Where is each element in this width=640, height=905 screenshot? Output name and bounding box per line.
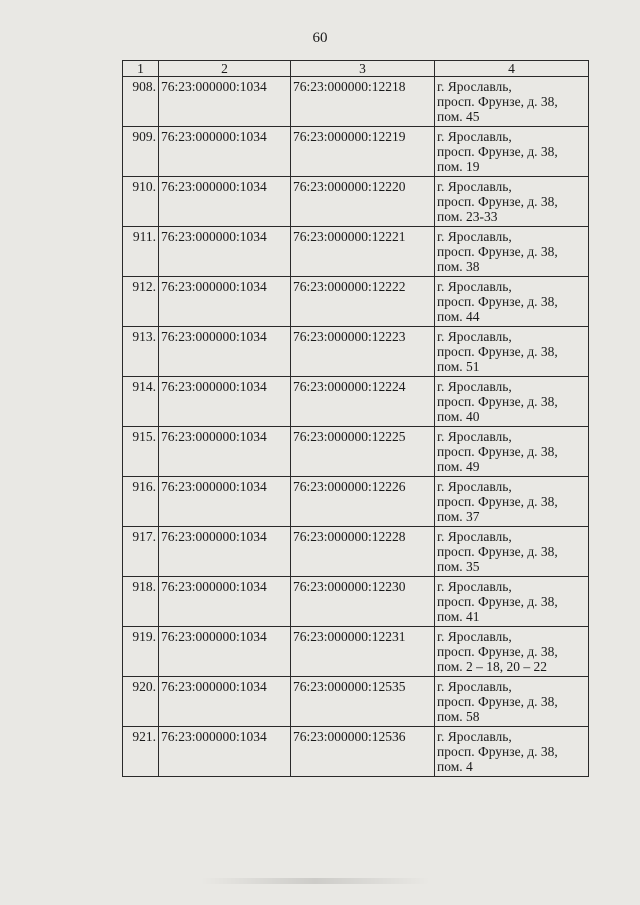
- table-row: [123, 227, 589, 277]
- address-line: пом. 49: [437, 459, 480, 474]
- premises-cadastral-number-cell: 76:23:000000:12219: [291, 127, 435, 177]
- address-line: просп. Фрунзе, д. 38,: [437, 744, 558, 759]
- address-line: пом. 35: [437, 559, 480, 574]
- table-row: [123, 677, 589, 727]
- cadastral-number-cell: 76:23:000000:1034: [159, 577, 291, 627]
- row-number-cell: 914.: [123, 377, 159, 427]
- address-line: пом. 38: [437, 259, 480, 274]
- table-row: [123, 627, 589, 677]
- table-body: [123, 77, 589, 777]
- table-header-row: [123, 61, 589, 77]
- row-number-cell: 918.: [123, 577, 159, 627]
- row-number-cell: 913.: [123, 327, 159, 377]
- premises-cadastral-number-cell: 76:23:000000:12231: [291, 627, 435, 677]
- address-line: просп. Фрунзе, д. 38,: [437, 244, 558, 259]
- premises-cadastral-number-cell: 76:23:000000:12226: [291, 477, 435, 527]
- column-header-4: 4: [435, 61, 589, 77]
- address-cell: [435, 577, 589, 627]
- address-line: г. Ярославль,: [437, 579, 512, 594]
- cadastral-number-cell: 76:23:000000:1034: [159, 77, 291, 127]
- address-cell: [435, 127, 589, 177]
- row-number-cell: 909.: [123, 127, 159, 177]
- cadastral-number-cell: 76:23:000000:1034: [159, 377, 291, 427]
- address-line: г. Ярославль,: [437, 279, 512, 294]
- address-line: просп. Фрунзе, д. 38,: [437, 294, 558, 309]
- cadastral-number-cell: 76:23:000000:1034: [159, 177, 291, 227]
- table-row: [123, 727, 589, 777]
- row-number-cell: 916.: [123, 477, 159, 527]
- address-line: г. Ярославль,: [437, 329, 512, 344]
- row-number-cell: 911.: [123, 227, 159, 277]
- address-line: пом. 51: [437, 359, 480, 374]
- address-line: просп. Фрунзе, д. 38,: [437, 344, 558, 359]
- row-number-cell: 917.: [123, 527, 159, 577]
- cadastral-number-cell: 76:23:000000:1034: [159, 427, 291, 477]
- table-row: [123, 77, 589, 127]
- address-line: пом. 4: [437, 759, 473, 774]
- page-number: 60: [312, 30, 328, 46]
- column-header-3: 3: [291, 61, 435, 77]
- premises-cadastral-number-cell: 76:23:000000:12222: [291, 277, 435, 327]
- address-line: просп. Фрунзе, д. 38,: [437, 394, 558, 409]
- address-line: г. Ярославль,: [437, 379, 512, 394]
- address-cell: [435, 277, 589, 327]
- address-line: г. Ярославль,: [437, 229, 512, 244]
- address-line: г. Ярославль,: [437, 529, 512, 544]
- address-line: просп. Фрунзе, д. 38,: [437, 594, 558, 609]
- row-number-cell: 920.: [123, 677, 159, 727]
- premises-cadastral-number-cell: 76:23:000000:12220: [291, 177, 435, 227]
- premises-cadastral-number-cell: 76:23:000000:12221: [291, 227, 435, 277]
- address-line: пом. 41: [437, 609, 480, 624]
- address-line: пом. 40: [437, 409, 480, 424]
- address-line: г. Ярославль,: [437, 729, 512, 744]
- table-row: [123, 377, 589, 427]
- address-line: пом. 44: [437, 309, 480, 324]
- row-number-cell: 921.: [123, 727, 159, 777]
- address-line: просп. Фрунзе, д. 38,: [437, 144, 558, 159]
- premises-cadastral-number-cell: 76:23:000000:12230: [291, 577, 435, 627]
- column-header-2: 2: [159, 61, 291, 77]
- premises-cadastral-number-cell: 76:23:000000:12536: [291, 727, 435, 777]
- table-row: [123, 327, 589, 377]
- address-line: г. Ярославль,: [437, 429, 512, 444]
- address-line: пом. 19: [437, 159, 480, 174]
- address-line: просп. Фрунзе, д. 38,: [437, 544, 558, 559]
- address-cell: [435, 77, 589, 127]
- address-cell: [435, 177, 589, 227]
- address-line: пом. 58: [437, 709, 480, 724]
- address-line: пом. 23-33: [437, 209, 498, 224]
- table-row: [123, 127, 589, 177]
- address-line: просп. Фрунзе, д. 38,: [437, 694, 558, 709]
- row-number-cell: 910.: [123, 177, 159, 227]
- cadastral-number-cell: 76:23:000000:1034: [159, 727, 291, 777]
- address-line: просп. Фрунзе, д. 38,: [437, 644, 558, 659]
- address-line: пом. 2 – 18, 20 – 22: [437, 659, 548, 674]
- address-line: г. Ярославль,: [437, 629, 512, 644]
- table-row: [123, 427, 589, 477]
- table-row: [123, 177, 589, 227]
- address-line: г. Ярославль,: [437, 179, 512, 194]
- address-line: просп. Фрунзе, д. 38,: [437, 194, 558, 209]
- address-line: просп. Фрунзе, д. 38,: [437, 494, 558, 509]
- address-cell: [435, 727, 589, 777]
- premises-cadastral-number-cell: 76:23:000000:12535: [291, 677, 435, 727]
- table-row: [123, 577, 589, 627]
- cadastral-table: [122, 60, 589, 777]
- cadastral-number-cell: 76:23:000000:1034: [159, 227, 291, 277]
- address-line: пом. 37: [437, 509, 480, 524]
- address-cell: [435, 327, 589, 377]
- address-cell: [435, 477, 589, 527]
- cadastral-number-cell: 76:23:000000:1034: [159, 677, 291, 727]
- premises-cadastral-number-cell: 76:23:000000:12225: [291, 427, 435, 477]
- address-cell: [435, 427, 589, 477]
- row-number-cell: 915.: [123, 427, 159, 477]
- address-cell: [435, 677, 589, 727]
- address-line: г. Ярославль,: [437, 679, 512, 694]
- row-number-cell: 919.: [123, 627, 159, 677]
- column-header-1: 1: [123, 61, 159, 77]
- premises-cadastral-number-cell: 76:23:000000:12224: [291, 377, 435, 427]
- address-line: пом. 45: [437, 109, 480, 124]
- premises-cadastral-number-cell: 76:23:000000:12228: [291, 527, 435, 577]
- address-line: просп. Фрунзе, д. 38,: [437, 94, 558, 109]
- address-line: г. Ярославль,: [437, 79, 512, 94]
- address-line: г. Ярославль,: [437, 479, 512, 494]
- address-cell: [435, 627, 589, 677]
- cadastral-number-cell: 76:23:000000:1034: [159, 477, 291, 527]
- address-cell: [435, 227, 589, 277]
- cadastral-number-cell: 76:23:000000:1034: [159, 127, 291, 177]
- scan-smudge: [200, 878, 430, 884]
- cadastral-number-cell: 76:23:000000:1034: [159, 277, 291, 327]
- table-row: [123, 477, 589, 527]
- address-cell: [435, 377, 589, 427]
- address-cell: [435, 527, 589, 577]
- table-row: [123, 277, 589, 327]
- address-line: просп. Фрунзе, д. 38,: [437, 444, 558, 459]
- cadastral-number-cell: 76:23:000000:1034: [159, 327, 291, 377]
- cadastral-number-cell: 76:23:000000:1034: [159, 627, 291, 677]
- address-line: г. Ярославль,: [437, 129, 512, 144]
- premises-cadastral-number-cell: 76:23:000000:12218: [291, 77, 435, 127]
- premises-cadastral-number-cell: 76:23:000000:12223: [291, 327, 435, 377]
- cadastral-number-cell: 76:23:000000:1034: [159, 527, 291, 577]
- row-number-cell: 908.: [123, 77, 159, 127]
- table-row: [123, 527, 589, 577]
- row-number-cell: 912.: [123, 277, 159, 327]
